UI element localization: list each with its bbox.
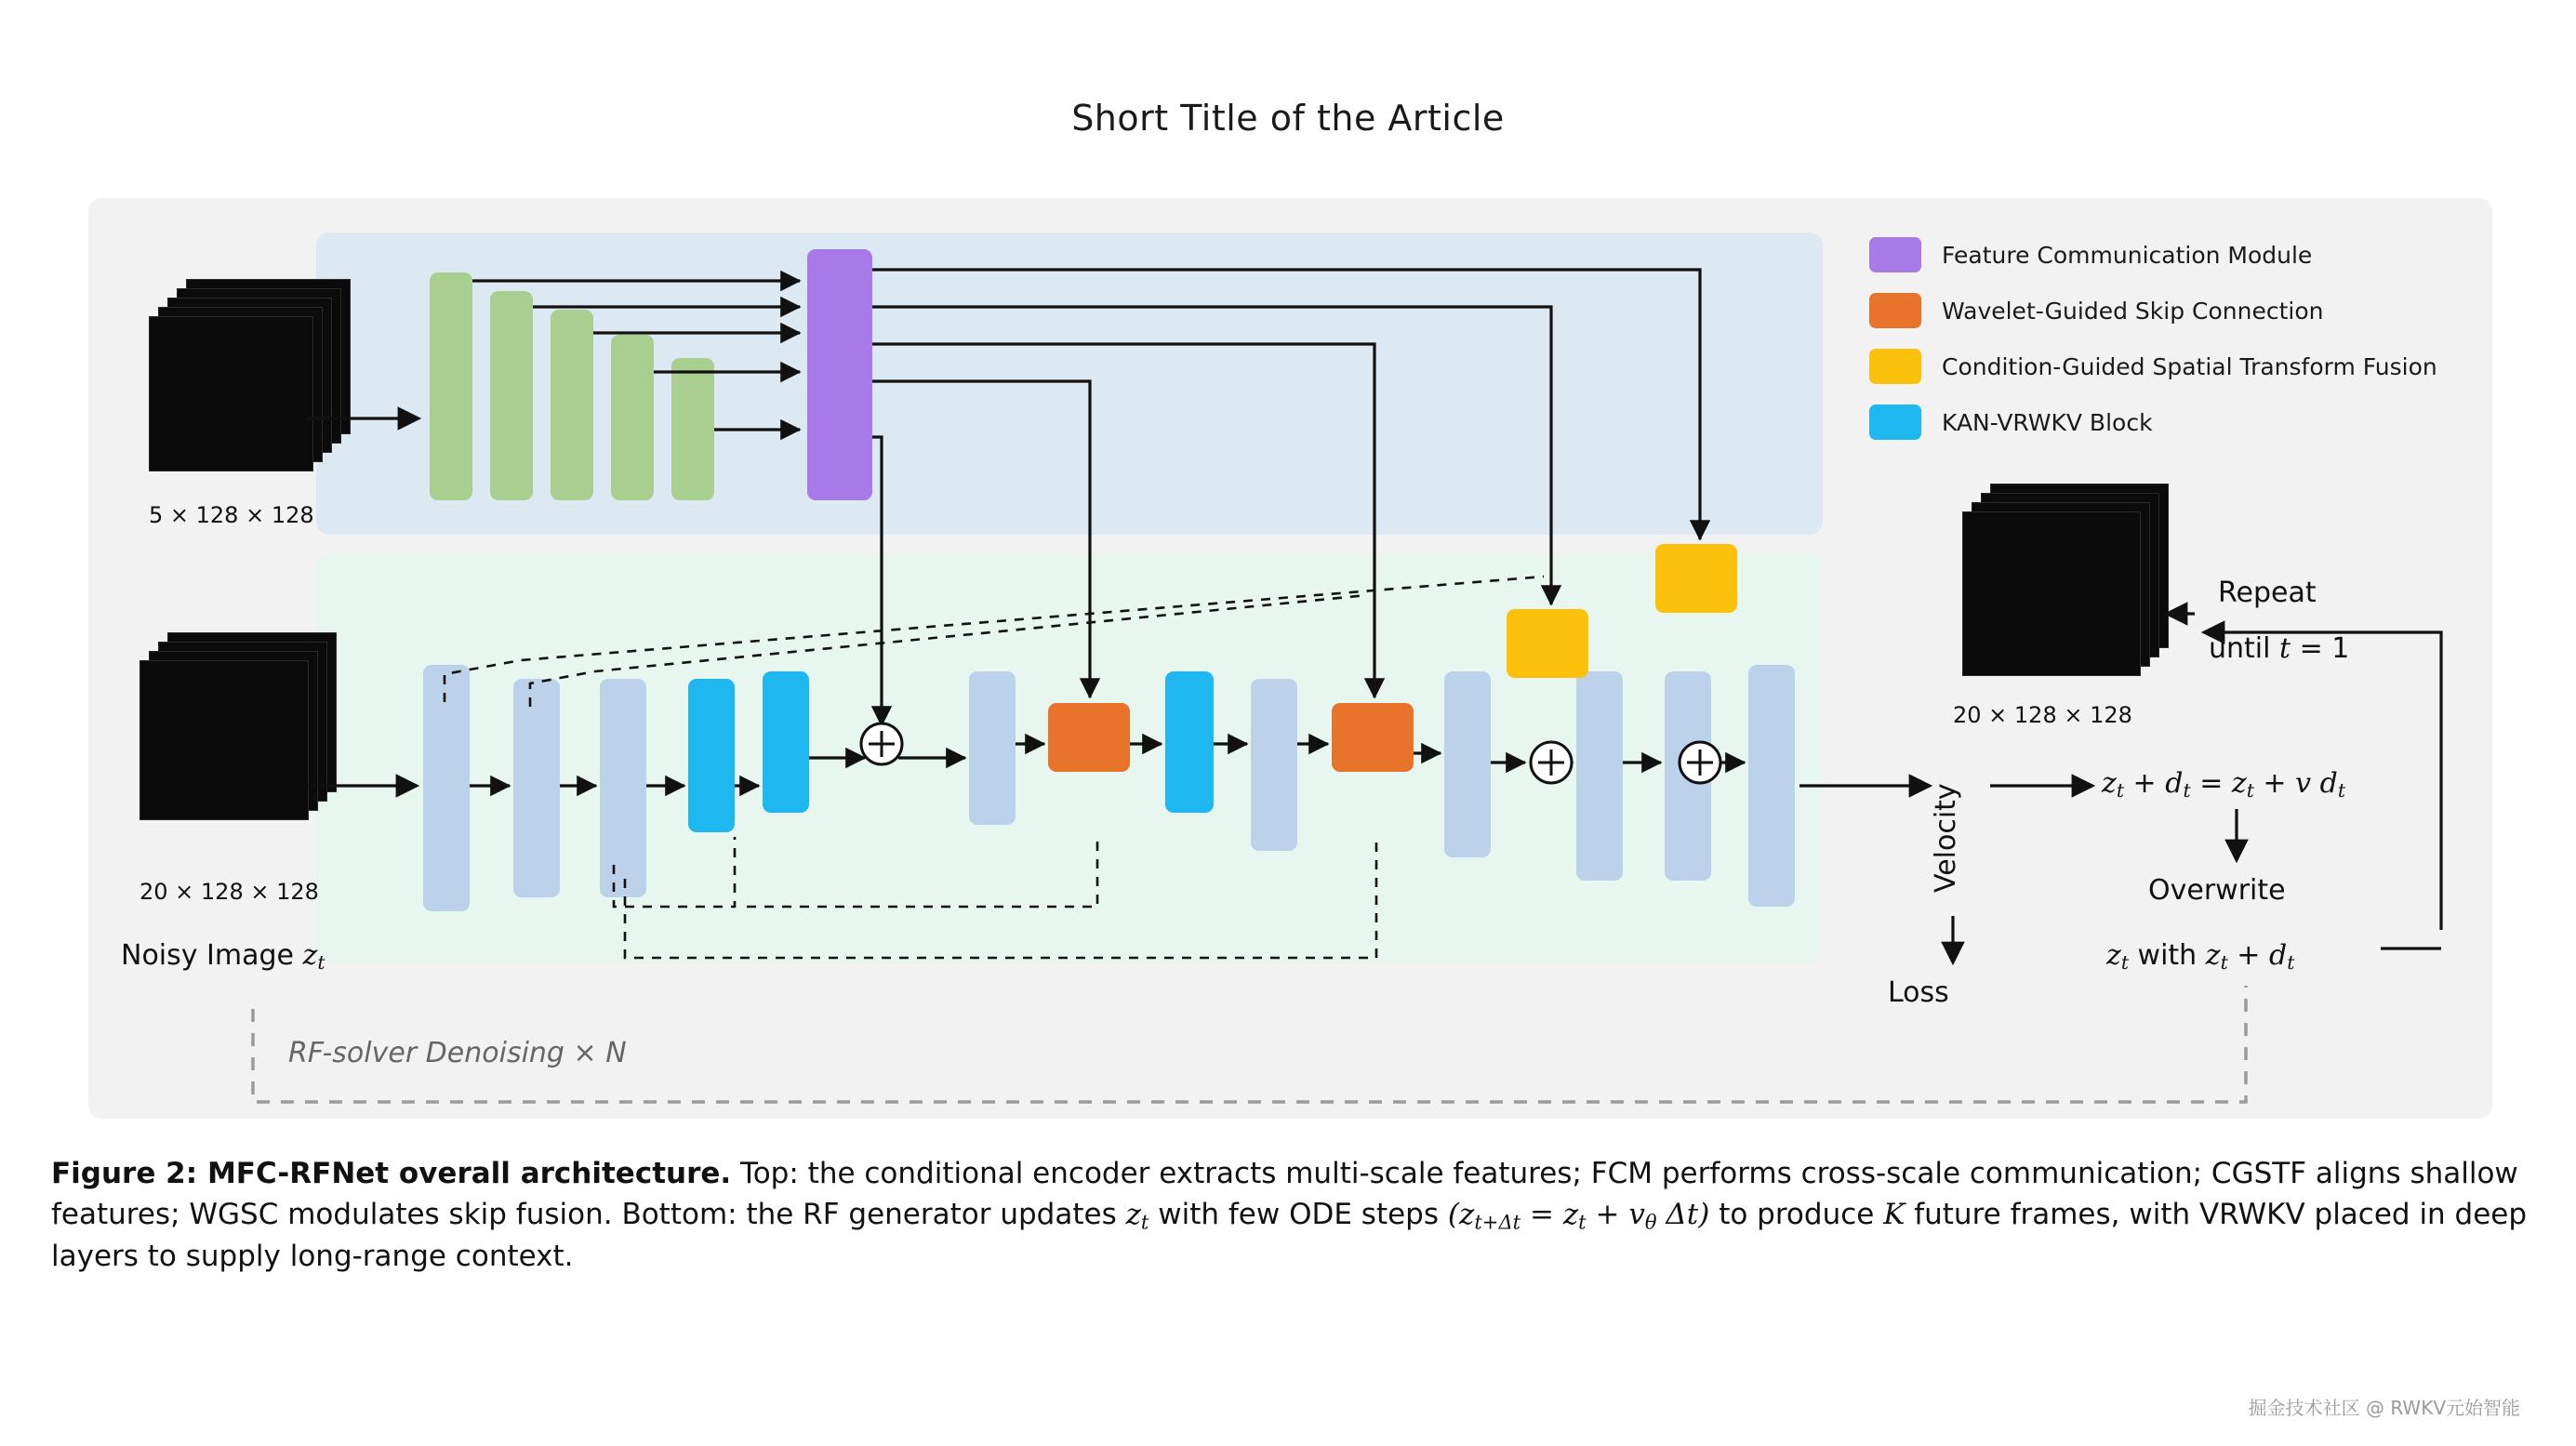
legend-label-kan: KAN-VRWKV Block	[1942, 408, 2153, 436]
decoder-block-2	[513, 679, 560, 897]
caption-title: MFC-RFNet overall architecture.	[206, 1157, 732, 1190]
overwrite-label: Overwrite	[2148, 874, 2286, 907]
legend-item-cgstf	[1869, 349, 2464, 384]
encoder-block-3	[551, 310, 593, 500]
caption-body-2: with few ODE steps	[1158, 1198, 1440, 1232]
figure-caption: Figure 2: MFC-RFNet overall architecture. Top: the conditional encoder extracts multi-scale features; FCM performs cross-scale communication; CGSTF aligns shallow features; WGSC modulates skip fusion. Bottom: the RF generator updates $z_t$ with few ODE steps ($z_{t+\Delta t} = z_t + v_\theta$ Δt) to produce K future frames, with VRWKV placed in deep layers to supply long-range context.	[51, 1157, 2528, 1274]
noisy-image-stack	[139, 632, 363, 846]
decoder-block-5	[1251, 679, 1297, 851]
feature-communication-module-block	[807, 249, 872, 500]
kan-vrwkv-block-1	[688, 679, 735, 832]
caption-body-4: future frames, with VRWKV placed in deep layers to supply long-range context.	[51, 1198, 2528, 1274]
encoder-block-4	[611, 335, 654, 500]
decoder-block-7	[1576, 671, 1623, 881]
decoder-block-4	[969, 671, 1016, 825]
caption-body-3: to produce	[1719, 1198, 1875, 1232]
legend-swatch-wgsc	[1869, 293, 1921, 328]
legend	[1869, 237, 2464, 460]
decoder-block-3	[600, 679, 646, 897]
caption-body-1: Top: the conditional encoder extracts multi-scale features; FCM performs cross-scale communication; CGSTF aligns shallow features; WGSC modulates skip fusion. Bottom: the RF generator updates	[51, 1157, 2518, 1232]
kan-vrwkv-block-3	[1165, 671, 1214, 813]
legend-label-cgstf: Condition-Guided Spatial Transform Fusion	[1942, 352, 2437, 380]
rf-solver-note: RF-solver Denoising × N	[288, 1037, 627, 1069]
loss-label: Loss	[1888, 976, 1949, 1009]
legend-item-kan	[1869, 405, 2464, 440]
until-label: until t = 1	[2209, 632, 2350, 665]
noisy-shape-label: 20 × 128 × 128	[139, 879, 319, 905]
page-title: Short Title of the Article	[1071, 98, 1505, 139]
repeat-label: Repeat	[2218, 577, 2317, 609]
wavelet-guided-skip-connection-1	[1048, 703, 1130, 772]
noisy-image-label: Noisy Image $z_t$	[121, 939, 325, 975]
wavelet-guided-skip-connection-2	[1332, 703, 1414, 772]
legend-item-fcm	[1869, 237, 2464, 272]
decoder-block-8	[1665, 671, 1711, 881]
velocity-label: Velocity	[1930, 783, 1962, 893]
encoder-block-5	[671, 358, 714, 500]
output-image-stack	[1953, 484, 2185, 697]
condition-shape-label: 5 × 128 × 128	[149, 502, 314, 528]
legend-label-wgsc: Wavelet-Guided Skip Connection	[1942, 297, 2324, 325]
caption-label: Figure 2:	[51, 1157, 198, 1190]
legend-swatch-kan	[1869, 405, 1921, 440]
decoder-block-6	[1444, 671, 1491, 857]
legend-swatch-fcm	[1869, 237, 1921, 272]
legend-item-wgsc	[1869, 293, 2464, 328]
cgstf-block-2	[1655, 544, 1737, 613]
encoder-block-1	[430, 272, 472, 500]
decoder-block-1	[423, 665, 470, 911]
decoder-block-9	[1748, 665, 1795, 907]
legend-label-fcm: Feature Communication Module	[1942, 241, 2313, 269]
output-shape-label: 20 × 128 × 128	[1953, 702, 2132, 728]
cgstf-block-1	[1507, 609, 1588, 678]
overwrite-equation: $z_t$ with $z_t + d_t$	[2106, 939, 2295, 975]
watermark: 掘金技术社区 @ RWKV元始智能	[2248, 1397, 2520, 1419]
condition-image-stack	[149, 279, 372, 484]
kan-vrwkv-block-2	[763, 671, 809, 813]
update-equation: $z_t + d_t = z_t + v$ $d_t$	[2102, 767, 2346, 803]
legend-swatch-cgstf	[1869, 349, 1921, 384]
encoder-block-2	[490, 291, 533, 500]
encoder-band	[316, 232, 1823, 535]
